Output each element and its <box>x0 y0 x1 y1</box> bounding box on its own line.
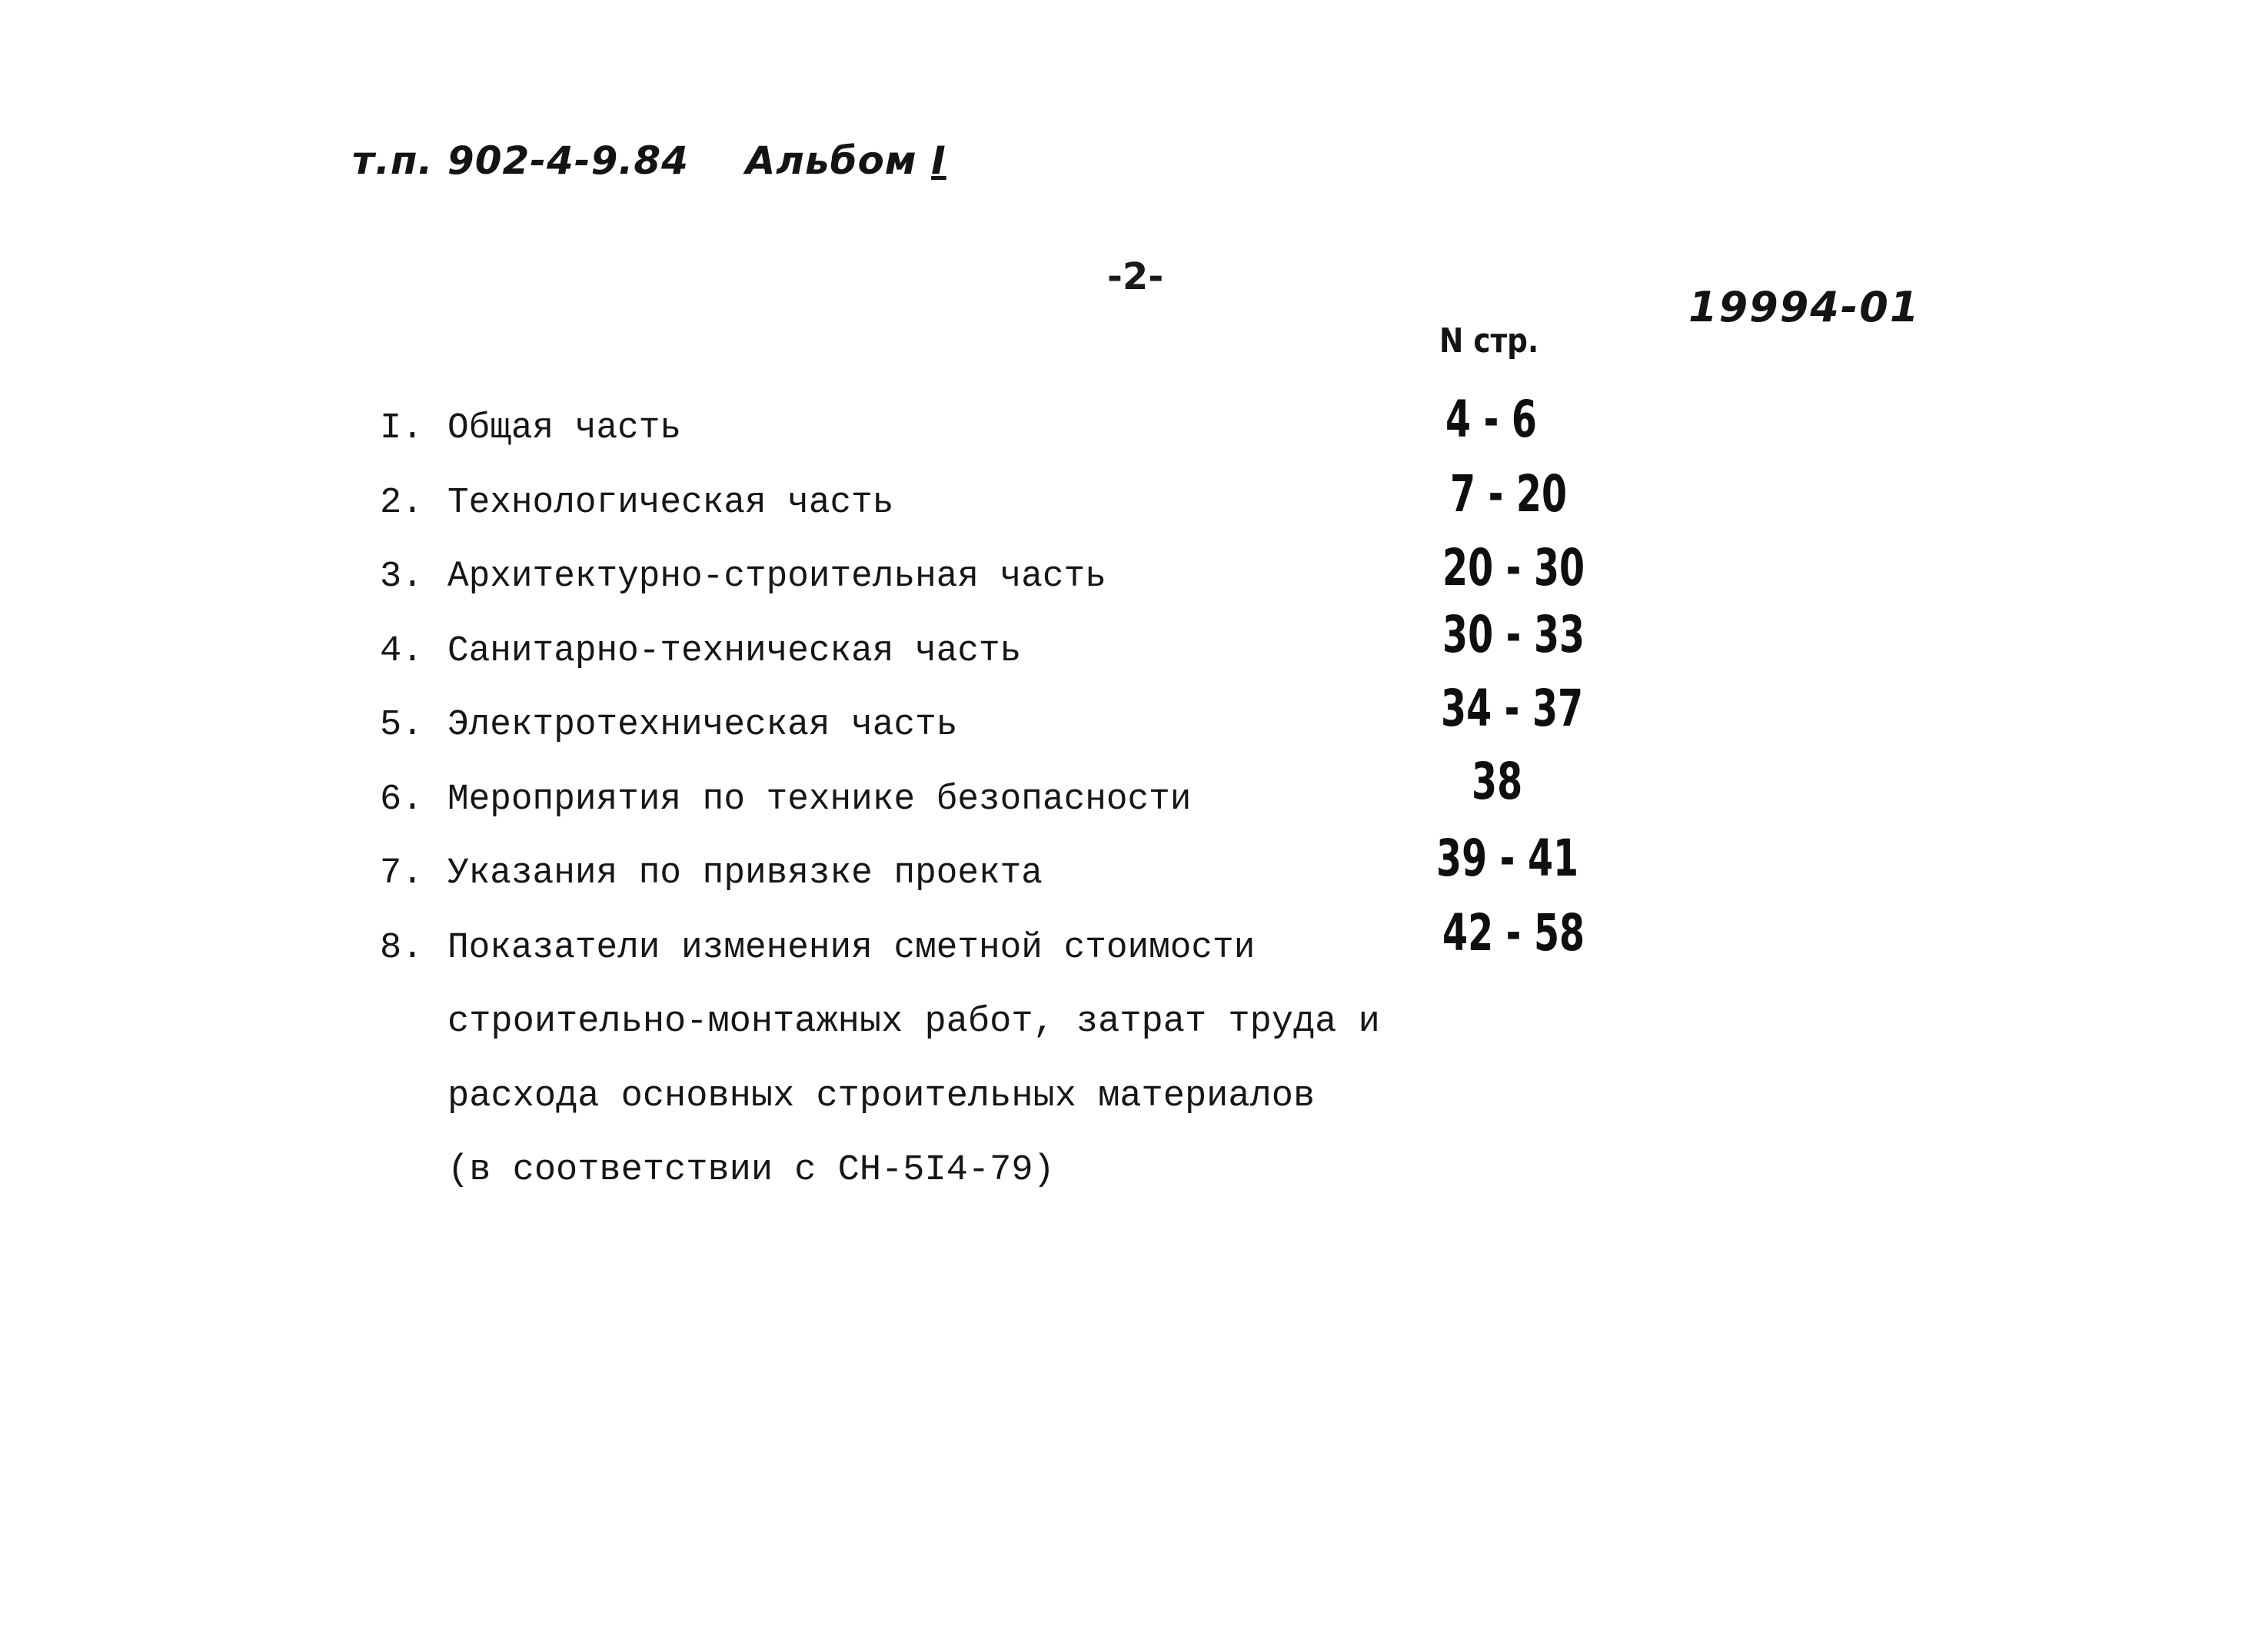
toc-item-continuation-line: (в соответствии с СН-5I4-79) <box>447 1150 1055 1191</box>
album-label: Альбом <box>745 138 917 183</box>
toc-item-pages: 34 - 37 <box>1441 679 1584 738</box>
toc-item-number: 6. <box>380 779 424 820</box>
toc-item-4 <box>380 604 1918 690</box>
series-ref-text: т.п. 902-4-9.84 <box>352 138 689 183</box>
toc-item-7 <box>380 829 1918 912</box>
series-reference <box>352 138 946 183</box>
toc-item-5 <box>380 679 1918 763</box>
toc-item-continuation-line: строительно-монтажных работ, затрат труда и <box>447 1002 1380 1042</box>
pages-column-header: N стр. <box>1439 321 1539 361</box>
toc-item-1 <box>380 392 1918 467</box>
toc-item-number: 8. <box>380 927 424 969</box>
toc-item-title: Показатели изменения сметной стоимости <box>447 927 1256 969</box>
toc-item-title: Электротехническая часть <box>447 705 958 746</box>
toc-item-title: Указания по привязке проекта <box>447 853 1043 894</box>
toc-item-number: 3. <box>380 557 424 597</box>
toc-item-number: 7. <box>380 853 424 894</box>
toc-item-6 <box>380 751 1918 838</box>
toc-item-pages: 20 - 30 <box>1442 538 1585 597</box>
toc-item-title: Технологическая часть <box>447 482 894 524</box>
toc-item-continuation-line: расхода основных строительных материалов <box>447 1075 1316 1117</box>
toc-item-number: I. <box>380 408 424 449</box>
toc-item-number: 4. <box>380 630 424 672</box>
toc-item-pages: 38 <box>1472 751 1523 811</box>
table-of-contents <box>380 392 1918 1208</box>
toc-item-title: Мероприятия по технике безопасности <box>447 779 1192 820</box>
toc-item-pages: 42 - 58 <box>1442 902 1585 962</box>
toc-item-pages: 39 - 41 <box>1436 829 1579 888</box>
toc-item-number: 2. <box>380 482 424 524</box>
toc-item-title: Архитектурно-строительная часть <box>447 557 1106 597</box>
toc-item-pages: 7 - 20 <box>1450 464 1568 524</box>
toc-item-number: 5. <box>380 705 424 746</box>
toc-item-title: Общая часть <box>447 408 682 449</box>
album-number: I <box>931 138 946 183</box>
toc-item-title: Санитарно-техническая часть <box>447 630 1022 672</box>
toc-item-3 <box>380 540 1918 615</box>
toc-item-pages: 4 - 6 <box>1445 390 1537 449</box>
toc-item-2 <box>380 464 1918 541</box>
toc-item-8 <box>380 902 1918 1208</box>
page-number: -2- <box>1107 255 1164 298</box>
document-number: 19994-01 <box>1688 283 1921 331</box>
toc-item-pages: 30 - 33 <box>1442 604 1585 664</box>
